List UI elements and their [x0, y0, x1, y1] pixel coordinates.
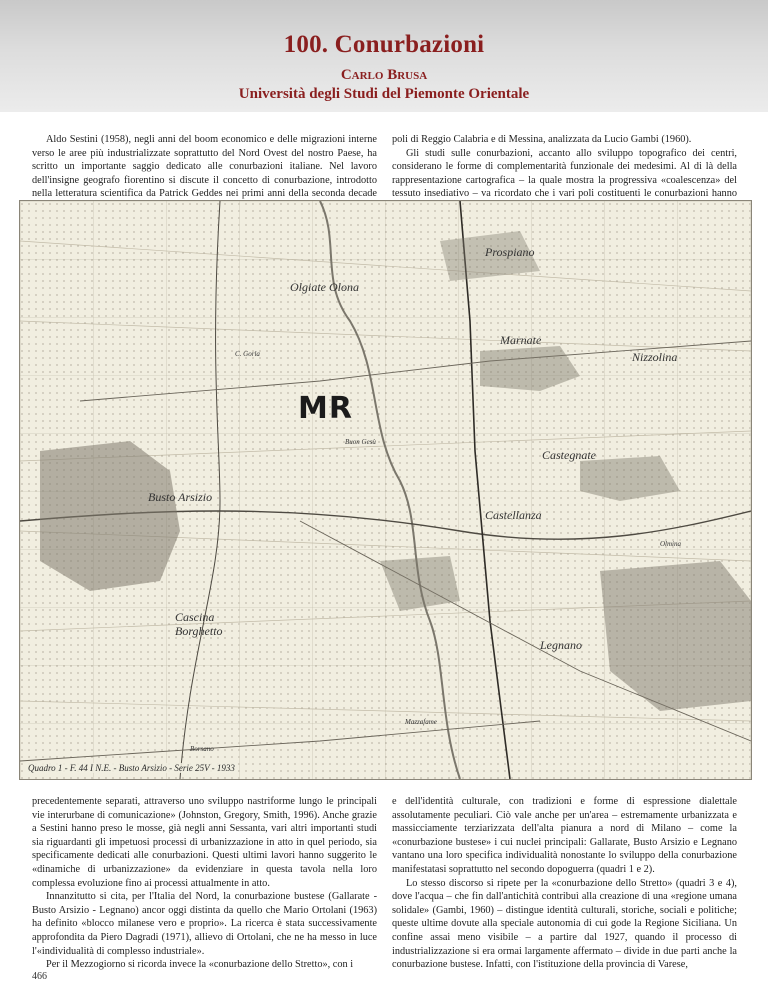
body-column-right: [392, 795, 737, 972]
place-label: Borghetto: [175, 624, 223, 638]
paragraph: Lo stesso discorso si ripete per la «conurbazione dello Stretto» (quadri 3 e 4), dove l'acqua – che fin dall'antichità contribuì alla creazione di una «regione umana solidale» (Gambi, 1960) – distingue identità culturali, storiche, sociali e politiche; queste ultime dovute alla speciale autonomia di cui gode la Regione Siciliana. Un confine assai meno visibile – a partire dal 1927, quando il processo di industrializzazione si era ormai largamente affermato – divide in due parti anche la conurbazione bustese. Infatti, con l'istituzione della provincia di Varese,: [392, 877, 737, 971]
page-number: 466: [32, 971, 47, 982]
place-label: Marnate: [500, 333, 542, 347]
place-label: Cascina: [175, 610, 215, 624]
map-caption: Quadro 1 - F. 44 I N.E. - Busto Arsizio - Serie 25V - 1933: [28, 763, 235, 773]
historic-map: [19, 200, 752, 780]
place-label: Prospiano: [485, 245, 535, 259]
place-label: Borsano: [190, 745, 214, 753]
place-label: Nizzolina: [632, 350, 678, 364]
place-label: Castegnate: [542, 448, 596, 462]
place-label: Olgiate Olona: [290, 280, 359, 294]
place-label: Buon Gesù: [345, 438, 376, 446]
paragraph: poli di Reggio Calabria e di Messina, analizzata da Lucio Gambi (1960).: [392, 134, 692, 145]
place-label: Castellanza: [485, 508, 542, 522]
place-label: Olmina: [660, 540, 681, 548]
paragraph: Aldo Sestini (1958), negli anni del boom economico e delle migrazioni interne verso le aree più industrializzate soprattutto del Nord Ovest del nostro Paese, ha scritto un importante saggio dedicato alle conurbazioni italiane. Nel lavoro dell'insigne geografo fiorentino si discute il concetto di conurbazione, introdotto nella letteratura scientifica da Patrick Geddes nei primi anni della seconda decade: [32, 134, 377, 200]
paragraph: Per il Mezzogiorno si ricorda invece la «conurbazione dello Stretto», con i: [46, 959, 354, 971]
author-affiliation: Università degli Studi del Piemonte Orientale: [238, 86, 530, 102]
paragraph: Innanzitutto si cita, per l'Italia del Nord, la conurbazione bustese (Gallarate - Busto Arsizio - Legnano) ancor oggi distinta da quello che Mario Ortolani (1963) ha definito «blocco milanese vero e proprio». La ricerca è stata successivamente approfondita da Piero Dagradi (1971), allievo di Ortolani, che ne ha messo in luce l'«individualità di complesso industriale».: [32, 891, 377, 957]
place-label: Mazzafame: [405, 718, 437, 726]
place-label: Legnano: [540, 638, 582, 652]
place-label: Busto Arsizio: [148, 490, 213, 504]
paragraph: Gli studi sulle conurbazioni, accanto allo sviluppo topografico dei centri, considerano le forme di complementarità funzionale dei medesimi. Al di là della rappresentazione cartografica – la quale mostra la progressiva «coalescenza» del tessuto insediativo – va ricordato che i vari poli costituenti le conurbazioni hanno: [392, 147, 737, 200]
map-drawing: [20, 201, 751, 779]
paragraph: precedentemente separati, attraverso uno sviluppo nastriforme lungo le principali vie interurbane di comunicazione» (Johnston, Gregory, Smith, 1996). Anche grazie a Sestini hanno preso le mosse, già negli anni Sessanta, vari altri importanti studi sia riguardanti gli impetuosi processi di urbanizzazione in atto in quel periodo, sia specificamente dedicati alle conurbazioni. Questi ultimi lavori hanno suggerito le «dinamiche di urbanizzazione» da evidenziare in questa tavola nella loro complessa evoluzione fino ai processi attualmente in atto.: [32, 796, 377, 889]
body-column-left: [32, 795, 377, 972]
place-label: C. Gorla: [235, 350, 260, 358]
author-name: Carlo Brusa: [340, 67, 428, 83]
paragraph: e dell'identità culturale, con tradizioni e forme di espressione dialettale assolutamente peculiari. Ciò vale anche per un'area – estremamente urbanizzata e massicciamente terziarizzata dell'alta pianura a nord di Milano – come la «conurbazione bustese» i cui nuclei principali: Gallarate, Busto Arsizio e Legnano vantano una loro specifica individualità nonostante lo sviluppo della conurbazione manifestatasi soprattutto nel secondo dopoguerra (quadri 1 e 2).: [392, 796, 737, 875]
page-title: 100. Conurbazioni: [283, 31, 485, 58]
map-overlay-label: MR: [298, 391, 353, 426]
